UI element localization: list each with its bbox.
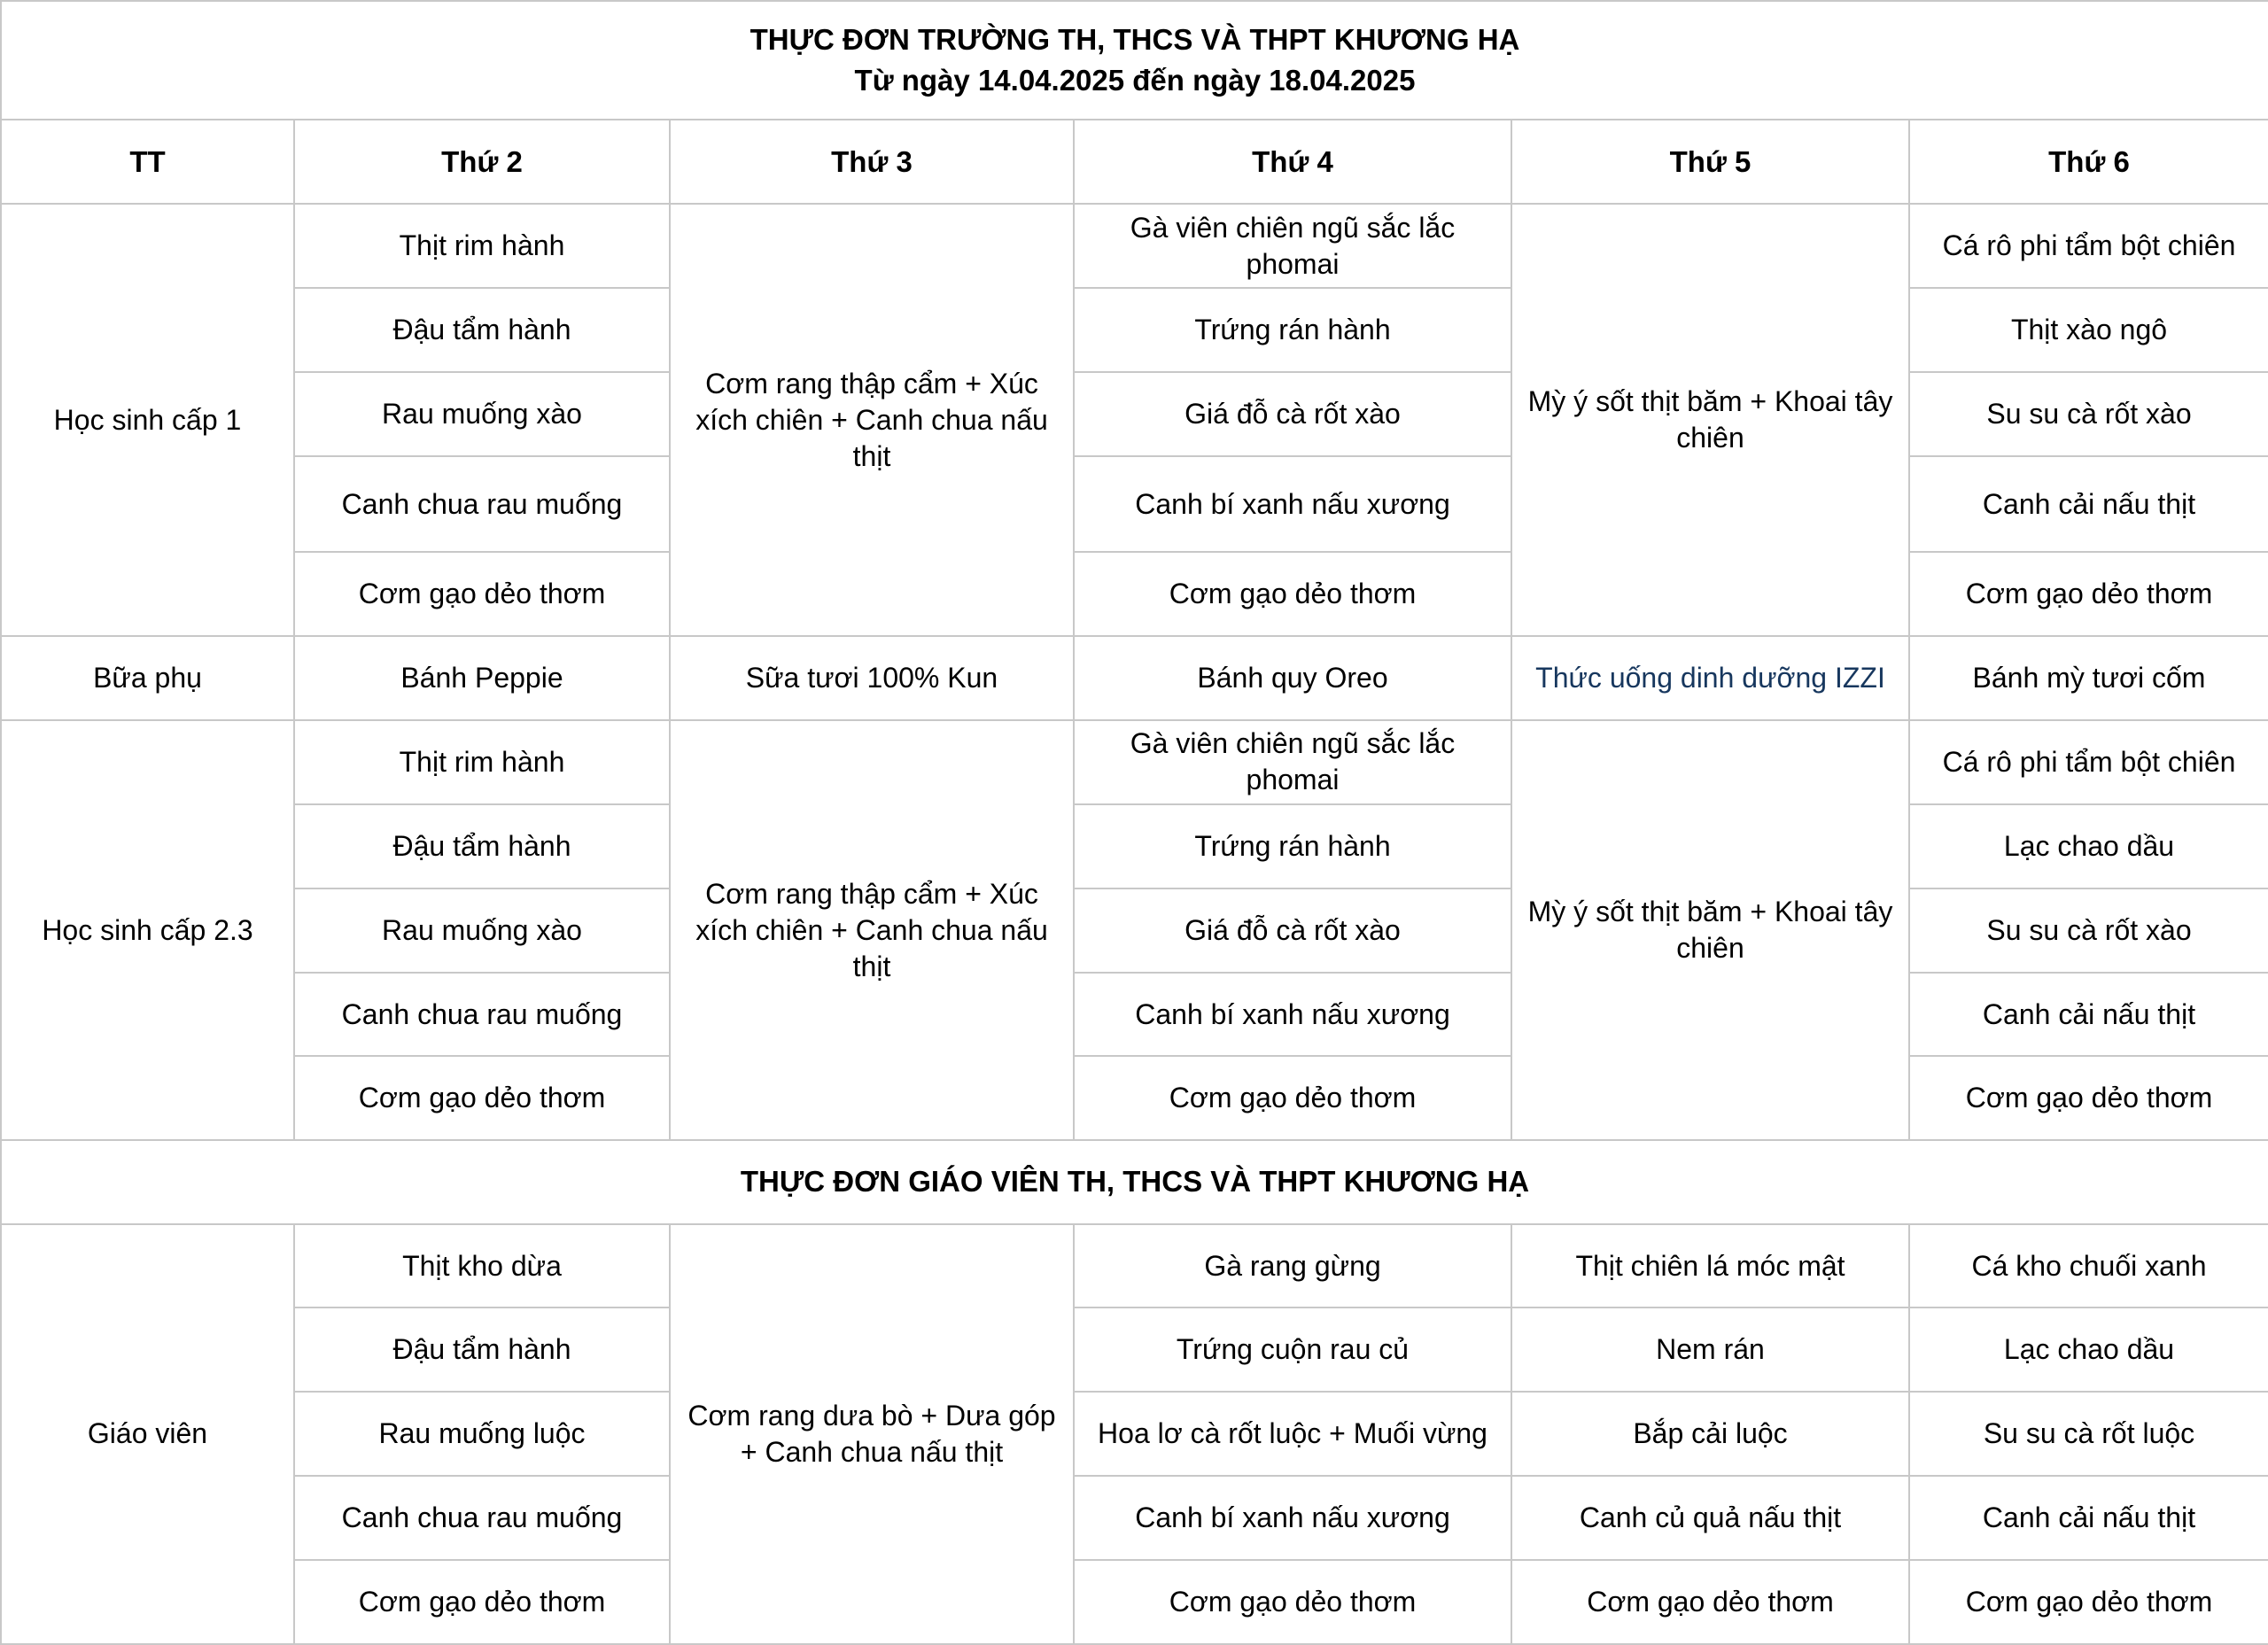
teacher-thu-dish: Canh củ quả nấu thịt [1511, 1476, 1909, 1560]
primary-fri-dish: Canh cải nấu thịt [1909, 456, 2268, 552]
primary-wed-dish: Cơm gạo dẻo thơm [1074, 552, 1511, 636]
secondary-fri-dish: Lạc chao dầu [1909, 804, 2268, 888]
teacher-fri-dish: Canh cải nấu thịt [1909, 1476, 2268, 1560]
primary-mon-dish: Thịt rim hành [294, 204, 670, 288]
menu-date-range: Từ ngày 14.04.2025 đến ngày 18.04.2025 [854, 64, 1416, 97]
primary-tue-dish: Cơm rang thập cẩm + Xúc xích chiên + Canh chua nấu thịt [670, 204, 1074, 636]
teacher-mon-dish: Rau muống luộc [294, 1392, 670, 1476]
secondary-label: Học sinh cấp 2.3 [1, 720, 294, 1140]
teacher-wed-dish: Cơm gạo dẻo thơm [1074, 1560, 1511, 1644]
secondary-thu-dish: Mỳ ý sốt thịt băm + Khoai tây chiên [1511, 720, 1909, 1140]
header-thu-2: Thứ 2 [294, 120, 670, 204]
teacher-thu-dish: Thịt chiên lá móc mật [1511, 1224, 1909, 1308]
teacher-tue-dish: Cơm rang dưa bò + Dưa góp + Canh chua nấu thịt [670, 1224, 1074, 1644]
snack-thu: Thức uống dinh dưỡng IZZI [1511, 636, 1909, 720]
header-tt: TT [1, 120, 294, 204]
secondary-mon-dish: Canh chua rau muống [294, 973, 670, 1057]
teacher-thu-dish: Cơm gạo dẻo thơm [1511, 1560, 1909, 1644]
primary-thu-dish: Mỳ ý sốt thịt băm + Khoai tây chiên [1511, 204, 1909, 636]
menu-title-line1: THỰC ĐƠN TRƯỜNG TH, THCS VÀ THPT KHƯƠNG HẠ [750, 23, 1520, 56]
secondary-fri-dish: Cá rô phi tẩm bột chiên [1909, 720, 2268, 804]
teacher-fri-dish: Su su cà rốt luộc [1909, 1392, 2268, 1476]
teacher-menu-title: THỰC ĐƠN GIÁO VIÊN TH, THCS VÀ THPT KHƯƠNG HẠ [1, 1140, 2268, 1223]
teacher-wed-dish: Gà rang gừng [1074, 1224, 1511, 1308]
teacher-wed-dish: Canh bí xanh nấu xương [1074, 1476, 1511, 1560]
primary-wed-dish: Gà viên chiên ngũ sắc lắc phomai [1074, 204, 1511, 288]
snack-mon: Bánh Peppie [294, 636, 670, 720]
secondary-wed-dish: Giá đỗ cà rốt xào [1074, 888, 1511, 973]
snack-tue: Sữa tươi 100% Kun [670, 636, 1074, 720]
secondary-mon-dish: Thịt rim hành [294, 720, 670, 804]
teacher-wed-dish: Hoa lơ cà rốt luộc + Muối vừng [1074, 1392, 1511, 1476]
teacher-mon-dish: Cơm gạo dẻo thơm [294, 1560, 670, 1644]
teacher-mon-dish: Đậu tẩm hành [294, 1307, 670, 1392]
teacher-mon-dish: Thịt kho dừa [294, 1224, 670, 1308]
teacher-label: Giáo viên [1, 1224, 294, 1644]
snack-wed: Bánh quy Oreo [1074, 636, 1511, 720]
secondary-wed-dish: Gà viên chiên ngũ sắc lắc phomai [1074, 720, 1511, 804]
teacher-fri-dish: Cá kho chuối xanh [1909, 1224, 2268, 1308]
teacher-wed-dish: Trứng cuộn rau củ [1074, 1307, 1511, 1392]
primary-mon-dish: Rau muống xào [294, 372, 670, 456]
secondary-fri-dish: Canh cải nấu thịt [1909, 973, 2268, 1057]
primary-mon-dish: Cơm gạo dẻo thơm [294, 552, 670, 636]
header-thu-5: Thứ 5 [1511, 120, 1909, 204]
secondary-fri-dish: Su su cà rốt xào [1909, 888, 2268, 973]
snack-label: Bữa phụ [1, 636, 294, 720]
header-thu-3: Thứ 3 [670, 120, 1074, 204]
secondary-fri-dish: Cơm gạo dẻo thơm [1909, 1056, 2268, 1140]
primary-mon-dish: Canh chua rau muống [294, 456, 670, 552]
primary-fri-dish: Cơm gạo dẻo thơm [1909, 552, 2268, 636]
primary-fri-dish: Su su cà rốt xào [1909, 372, 2268, 456]
primary-mon-dish: Đậu tẩm hành [294, 288, 670, 372]
teacher-fri-dish: Cơm gạo dẻo thơm [1909, 1560, 2268, 1644]
menu-title [1, 1, 2268, 120]
primary-wed-dish: Giá đỗ cà rốt xào [1074, 372, 1511, 456]
teacher-mon-dish: Canh chua rau muống [294, 1476, 670, 1560]
primary-fri-dish: Cá rô phi tẩm bột chiên [1909, 204, 2268, 288]
secondary-mon-dish: Đậu tẩm hành [294, 804, 670, 888]
secondary-wed-dish: Cơm gạo dẻo thơm [1074, 1056, 1511, 1140]
teacher-thu-dish: Nem rán [1511, 1307, 1909, 1392]
primary-wed-dish: Canh bí xanh nấu xương [1074, 456, 1511, 552]
secondary-tue-dish: Cơm rang thập cẩm + Xúc xích chiên + Canh chua nấu thịt [670, 720, 1074, 1140]
secondary-mon-dish: Rau muống xào [294, 888, 670, 973]
teacher-fri-dish: Lạc chao dầu [1909, 1307, 2268, 1392]
secondary-wed-dish: Canh bí xanh nấu xương [1074, 973, 1511, 1057]
teacher-thu-dish: Bắp cải luộc [1511, 1392, 1909, 1476]
primary-label: Học sinh cấp 1 [1, 204, 294, 636]
secondary-mon-dish: Cơm gạo dẻo thơm [294, 1056, 670, 1140]
header-thu-4: Thứ 4 [1074, 120, 1511, 204]
primary-wed-dish: Trứng rán hành [1074, 288, 1511, 372]
header-thu-6: Thứ 6 [1909, 120, 2268, 204]
secondary-wed-dish: Trứng rán hành [1074, 804, 1511, 888]
primary-fri-dish: Thịt xào ngô [1909, 288, 2268, 372]
snack-fri: Bánh mỳ tươi cốm [1909, 636, 2268, 720]
